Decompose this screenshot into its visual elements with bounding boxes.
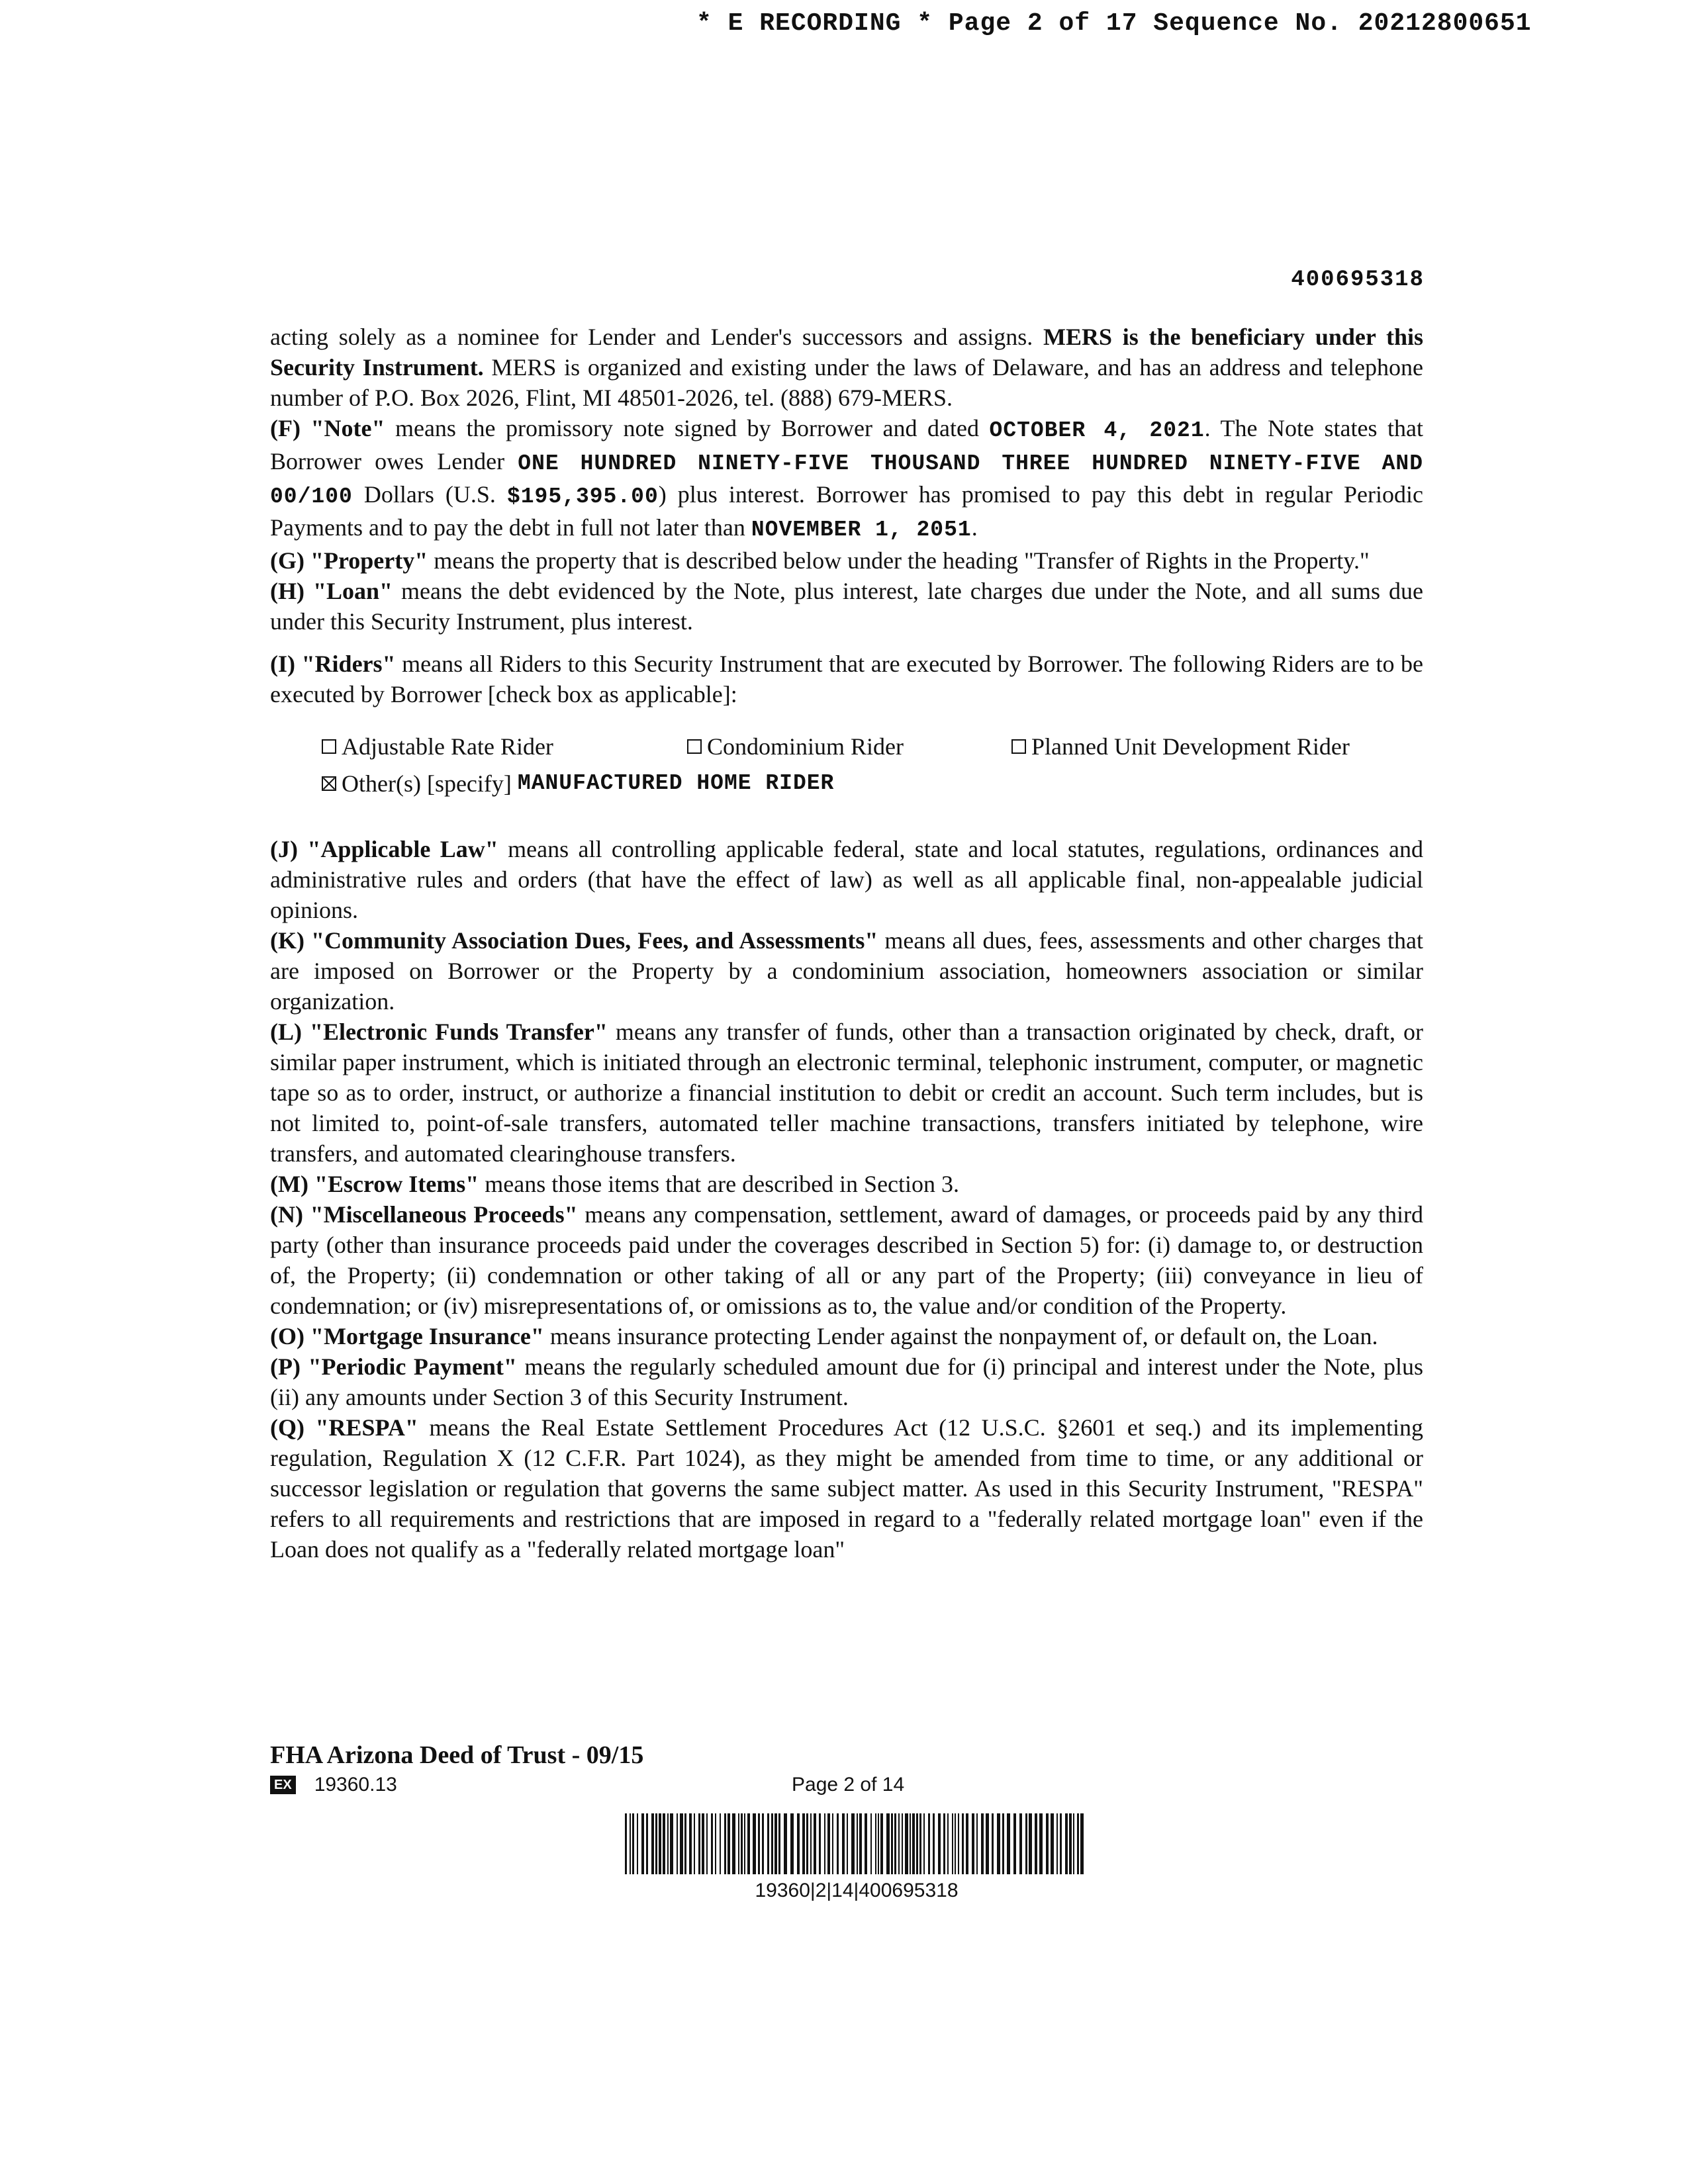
barcode-bar <box>976 1813 978 1874</box>
barcode-bar <box>1046 1813 1049 1874</box>
barcode-bar <box>774 1813 777 1874</box>
barcode-bar <box>641 1813 644 1874</box>
definition-periodic-payment: (P) "Periodic Payment" means the regularly scheduled amount due for (i) principal and interest under the Note, plus (ii) any amounts under Section 3 of this Security Instrument. <box>270 1353 1424 1410</box>
barcode-bar <box>875 1813 876 1874</box>
barcode-bar <box>837 1813 839 1874</box>
riders-checklist <box>322 728 1423 802</box>
barcode-bar <box>1060 1813 1062 1874</box>
barcode-bar <box>797 1813 800 1874</box>
barcode-bar <box>933 1813 935 1874</box>
barcode-bar <box>684 1813 686 1874</box>
definition-applicable-law: (J) "Applicable Law" means all controlling applicable federal, state and local statutes, regulations, ordinances and administrative rules and orders (that have the effect of law) as well as all applicable final, non-appealable judicial opinions. <box>270 836 1424 923</box>
definition-miscellaneous-proceeds: (N) "Miscellaneous Proceeds" means any compensation, settlement, award of damages, or proceeds paid by any third party (other than insurance proceeds paid under the coverages described in Section 5) for: (i) damage to, or destruction of, the Property; (ii) condemnation or other taking of all or any part of the Property; (iii) conveyance in lieu of condemnation; or (iv) misrepresentations of, or omissions as to, the value and/or condition of the Property. <box>270 1201 1423 1319</box>
form-identifier <box>270 1774 397 1796</box>
barcode-bar <box>981 1813 984 1874</box>
barcode-bar <box>819 1813 821 1874</box>
barcode-bar <box>1069 1813 1072 1874</box>
barcode-bar <box>778 1813 780 1874</box>
barcode-bar <box>938 1813 941 1874</box>
barcode-bar <box>865 1813 867 1874</box>
definition-property: (G) "Property" means the property that is described below under the heading "Transfer of Rights in the Property." <box>270 547 1370 574</box>
barcode-bar <box>698 1813 700 1874</box>
document-body <box>270 322 1423 1565</box>
barcode-bar <box>916 1813 918 1874</box>
barcode-bar <box>952 1813 953 1874</box>
barcode-bar <box>706 1813 708 1874</box>
loan-amount: $195,395.00 <box>506 484 659 509</box>
barcode-bar <box>972 1813 974 1874</box>
barcode-bar <box>689 1813 692 1874</box>
barcode-bar <box>680 1813 683 1874</box>
barcode-bar <box>905 1813 908 1874</box>
barcode-bar <box>724 1813 726 1874</box>
rider-other[interactable]: Other(s) [specify] MANUFACTURED HOME RIDER <box>322 765 834 802</box>
barcode-bar <box>1013 1813 1016 1874</box>
barcode-bar <box>727 1813 730 1874</box>
barcode-bar <box>1065 1813 1068 1874</box>
barcode-bar <box>894 1813 896 1874</box>
barcode-bar <box>986 1813 989 1874</box>
barcode-bar <box>762 1813 764 1874</box>
form-title: FHA Arizona Deed of Trust - 09/15 <box>270 1741 644 1769</box>
barcode-bar <box>784 1813 787 1874</box>
intro-paragraph: acting solely as a nominee for Lender and Lender's successors and assigns. MERS is the beneficiary under this Security Instrument. MERS is organized and existing under the laws of Delaware, and has an address and telephone number of P.O. Box 2026, Flint, MI 48501-2026, tel. (888) 679-MERS. <box>270 324 1423 411</box>
definition-riders: (I) "Riders" means all Riders to this Security Instrument that are executed by Borrower. The following Riders are to be executed by Borrower [check box as applicable]: <box>270 651 1424 707</box>
barcode-bar <box>720 1813 721 1874</box>
barcode-bar <box>870 1813 872 1874</box>
definition-electronic-funds-transfer: (L) "Electronic Funds Transfer" means any transfer of funds, other than a transaction originated by check, draft, or similar paper instrument, which is initiated through an electronic terminal, telephonic instrument, computer, or magnetic tape so as to order, instruct, or authorize a financial institution to debit or credit an account. Such term includes, but is not limited to, point-of-sale transfers, automated teller machine transactions, transfers initiated by telephone, wire transfers, and automated clearinghouse transfers. <box>270 1019 1423 1167</box>
barcode-bar <box>842 1813 845 1874</box>
barcode-bar <box>886 1813 890 1874</box>
barcode-bar <box>824 1813 825 1874</box>
barcode-bar <box>711 1813 713 1874</box>
barcode-bar <box>651 1813 654 1874</box>
barcode-bar <box>1056 1813 1058 1874</box>
barcode-bar <box>851 1813 855 1874</box>
rider-adjustable-rate[interactable]: Adjustable Rate Rider <box>322 728 687 765</box>
barcode-bar <box>919 1813 921 1874</box>
term-note: (F) "Note" <box>270 415 385 441</box>
barcode-bar <box>878 1813 879 1874</box>
form-logo-icon: EX <box>270 1776 296 1794</box>
barcode-bar <box>902 1813 903 1874</box>
loan-number: 400695318 <box>1291 267 1425 293</box>
barcode-bar <box>670 1813 673 1874</box>
barcode-bar <box>663 1813 665 1874</box>
barcode-bar <box>1039 1813 1043 1874</box>
barcode-bar <box>655 1813 657 1874</box>
barcode-bar <box>632 1813 634 1874</box>
definition-note: (F) "Note" means the promissory note signed by Borrower and dated OCTOBER 4, 2021. The Note states that Borrower owes Lender ONE HUNDRED NINETY-FIVE THOUSAND THREE HUNDRED NINETY-FIVE AND 00/100 Dollars (U.S. $195,395.00) plus interest. Borrower has promised to pay this debt in regular Periodic Payments and to pay the debt in full not later than NOVEMBER 1, 2051. <box>270 415 1423 542</box>
barcode-bar <box>802 1813 805 1874</box>
recording-header: * E RECORDING * Page 2 of 17 Sequence No. 20212800651 <box>696 9 1532 38</box>
barcode-bar <box>847 1813 848 1874</box>
barcode-bar <box>955 1813 956 1874</box>
note-date: OCTOBER 4, 2021 <box>989 418 1205 443</box>
barcode-bar <box>891 1813 893 1874</box>
barcode-bar <box>790 1813 794 1874</box>
barcode-text: 19360|2|14|400695318 <box>755 1880 959 1901</box>
barcode <box>625 1813 1088 1874</box>
barcode-bar <box>958 1813 959 1874</box>
barcode-bar <box>758 1813 760 1874</box>
barcode-bar <box>738 1813 739 1874</box>
checkbox-unchecked-icon[interactable] <box>1011 739 1026 754</box>
barcode-bar <box>744 1813 745 1874</box>
barcode-bar <box>1077 1813 1079 1874</box>
barcode-bar <box>732 1813 735 1874</box>
barcode-bar <box>806 1813 808 1874</box>
barcode-bar <box>1002 1813 1004 1874</box>
barcode-bar <box>1025 1813 1027 1874</box>
page-number: Page 2 of 14 <box>792 1774 905 1796</box>
definition-respa: (Q) "RESPA" means the Real Estate Settlement Procedures Act (12 U.S.C. §2601 et seq.) and its implementing regulation, Regulation X (12 C.F.R. Part 1024), as they might be amended from time to time, or any additional or successor legislation or regulation that governs the same subject matter. As used in this Security Instrument, "RESPA" refers to all requirements and restrictions that are imposed in regard to a "federally related mortgage loan" even if the Loan does not qualify as a "federally related mortgage loan" <box>270 1414 1423 1563</box>
barcode-bar <box>637 1813 638 1874</box>
barcode-bar <box>947 1813 949 1874</box>
barcode-bar <box>962 1813 964 1874</box>
checkbox-unchecked-icon[interactable] <box>687 739 702 754</box>
barcode-bar <box>827 1813 830 1874</box>
barcode-bar <box>753 1813 756 1874</box>
rider-condominium[interactable]: Condominium Rider <box>687 728 1011 765</box>
loan-amount-words: ONE HUNDRED NINETY-FIVE THOUSAND THREE HUNDRED NINETY-FIVE AND 00/100 <box>270 451 1423 509</box>
checkbox-unchecked-icon[interactable] <box>322 739 336 754</box>
barcode-bar <box>1019 1813 1022 1874</box>
form-number: 19360.13 <box>314 1774 397 1796</box>
barcode-bar <box>771 1813 773 1874</box>
barcode-bar <box>659 1813 661 1874</box>
maturity-date: NOVEMBER 1, 2051 <box>751 518 972 542</box>
barcode-bar <box>943 1813 945 1874</box>
barcode-bar <box>694 1813 695 1874</box>
barcode-bar <box>677 1813 678 1874</box>
mers-beneficiary-statement: MERS is the beneficiary under this Security Instrument. <box>270 324 1423 381</box>
barcode-bar <box>1007 1813 1010 1874</box>
definition-community-association: (K) "Community Association Dues, Fees, and Assessments" means all dues, fees, assessments and other charges that are imposed on Borrower or the Property by a condominium association, homeowners association or similar organization. <box>270 927 1423 1015</box>
barcode-bar <box>810 1813 812 1874</box>
barcode-bar <box>1051 1813 1054 1874</box>
barcode-bar <box>814 1813 816 1874</box>
barcode-bar <box>715 1813 716 1874</box>
barcode-bar <box>625 1813 627 1874</box>
barcode-bar <box>630 1813 631 1874</box>
barcode-bar <box>966 1813 968 1874</box>
barcode-bar <box>767 1813 769 1874</box>
barcode-bar <box>912 1813 915 1874</box>
barcode-bar <box>898 1813 900 1874</box>
definition-escrow-items: (M) "Escrow Items" means those items that are described in Section 3. <box>270 1171 960 1197</box>
rider-other-value: MANUFACTURED HOME RIDER <box>517 771 835 796</box>
barcode-bar <box>747 1813 750 1874</box>
barcode-bar <box>702 1813 704 1874</box>
barcode-bar <box>1029 1813 1032 1874</box>
definition-mortgage-insurance: (O) "Mortgage Insurance" means insurance protecting Lender against the nonpayment of, or default on, the Loan. <box>270 1323 1378 1349</box>
rider-planned-unit-development[interactable]: Planned Unit Development Rider <box>1011 728 1350 765</box>
barcode-bar <box>646 1813 648 1874</box>
barcode-bar <box>859 1813 862 1874</box>
definition-loan: (H) "Loan" means the debt evidenced by the Note, plus interest, late charges due under the Note, and all sums due under this Security Instrument, plus interest. <box>270 578 1424 635</box>
barcode-bar <box>992 1813 994 1874</box>
checkbox-checked-icon[interactable] <box>322 776 336 791</box>
barcode-bar <box>1035 1813 1037 1874</box>
barcode-bar <box>923 1813 925 1874</box>
barcode-bar <box>997 1813 1000 1874</box>
barcode-bar <box>832 1813 833 1874</box>
barcode-bar <box>910 1813 911 1874</box>
barcode-bar <box>880 1813 883 1874</box>
barcode-bar <box>928 1813 930 1874</box>
barcode-bar <box>857 1813 858 1874</box>
barcode-bar <box>1080 1813 1084 1874</box>
barcode-bar <box>741 1813 743 1874</box>
barcode-bar <box>1073 1813 1074 1874</box>
barcode-bar <box>667 1813 669 1874</box>
